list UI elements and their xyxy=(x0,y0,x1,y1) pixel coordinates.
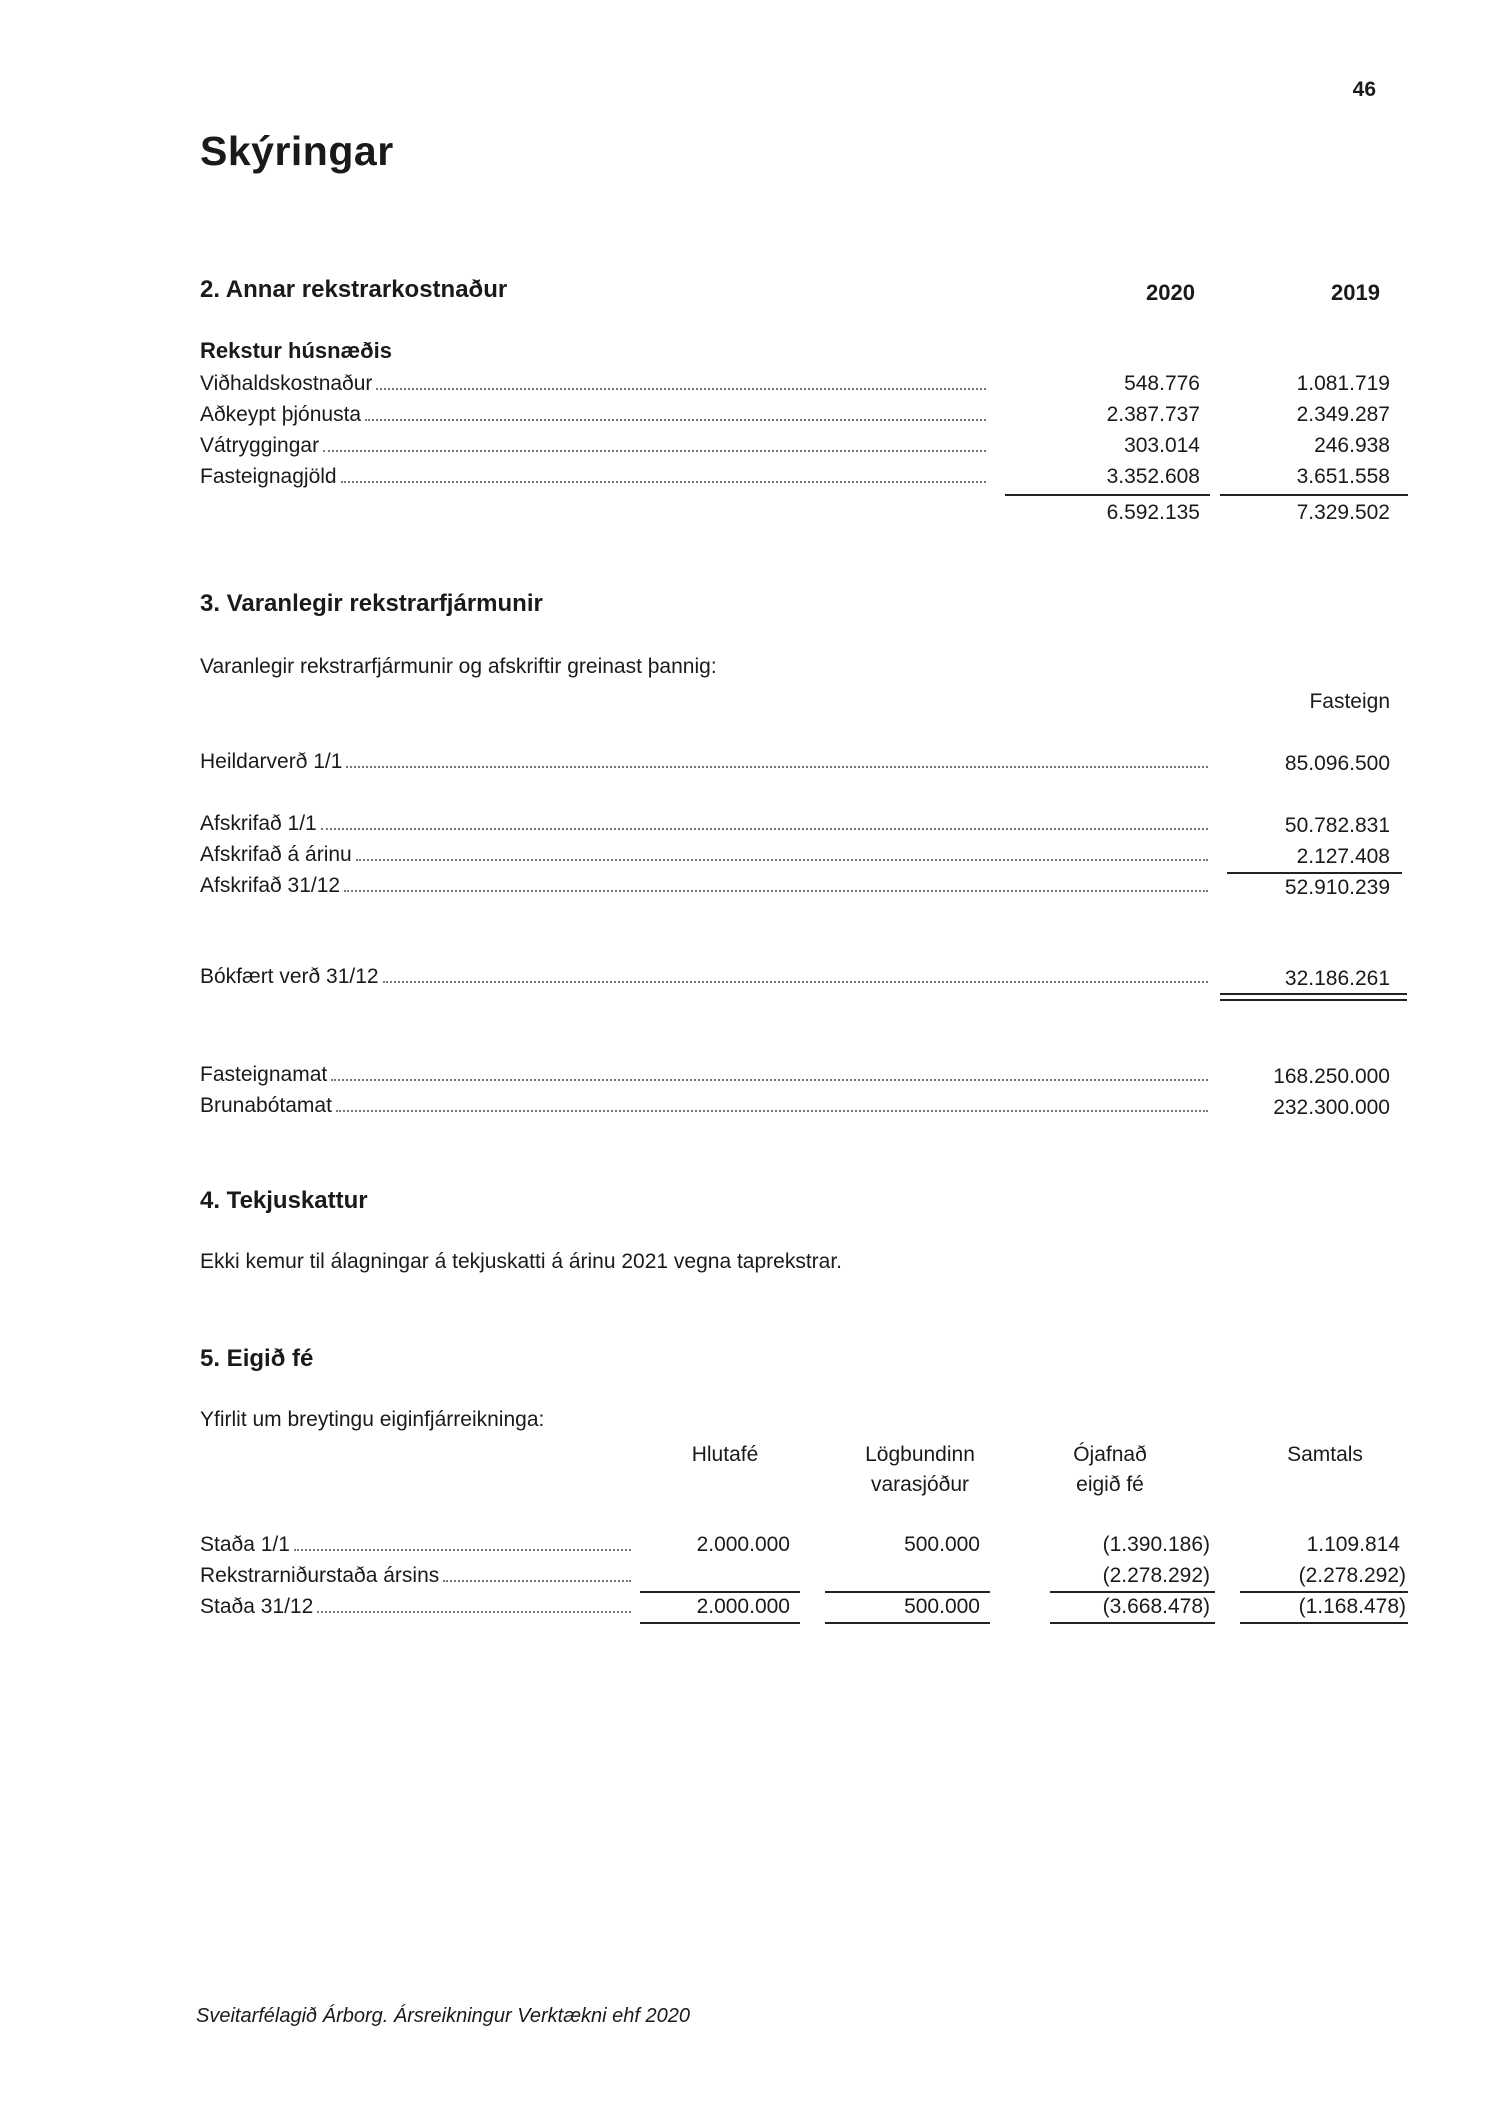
note4-text: Ekki kemur til álagningar á tekjuskatti á árinu 2021 vegna taprekstrar. xyxy=(200,1250,843,1273)
total-rule xyxy=(640,1622,800,1624)
hlutafe-value: 2.000.000 xyxy=(696,1595,790,1618)
row-label: Fasteignamat xyxy=(200,1063,328,1086)
total-2019: 7.329.502 xyxy=(1296,501,1390,524)
value-2019: 246.938 xyxy=(1314,434,1390,457)
bokfaert-value: 32.186.261 xyxy=(1284,967,1390,990)
afskrifad-value: 2.127.408 xyxy=(1296,845,1390,868)
column-header-logbundinn: Lögbundinn xyxy=(865,1443,975,1466)
value-2020: 303.014 xyxy=(1124,434,1200,457)
afskrifad-row xyxy=(200,843,1212,867)
column-header-samtals: Samtals xyxy=(1287,1443,1363,1466)
subtotal-rule xyxy=(640,1591,800,1593)
row-label: Staða 31/12 xyxy=(200,1595,314,1618)
year-2019-header: 2019 xyxy=(1331,280,1380,305)
total-rule xyxy=(825,1622,990,1624)
note2-row xyxy=(200,372,990,396)
fasteignamat-value: 168.250.000 xyxy=(1273,1065,1390,1088)
value-2020: 3.352.608 xyxy=(1106,465,1200,488)
afskrifad-value: 50.782.831 xyxy=(1284,814,1390,837)
column-header-hlutafe: Hlutafé xyxy=(691,1443,759,1466)
row-label: Afskrifað 1/1 xyxy=(200,812,317,835)
ojafnad-value: (1.390.186) xyxy=(1102,1533,1210,1556)
subtotal-rule xyxy=(825,1591,990,1593)
value-2019: 3.651.558 xyxy=(1296,465,1390,488)
varasjodur-value: 500.000 xyxy=(904,1595,980,1618)
note2-heading: 2. Annar rekstrarkostnaður xyxy=(200,276,508,303)
subtotal-rule xyxy=(1220,494,1408,496)
double-rule-top xyxy=(1220,993,1407,995)
total-rule xyxy=(1240,1622,1408,1624)
column-header-ojafnad-2: eigið fé xyxy=(1076,1473,1144,1496)
row-label: Bókfært verð 31/12 xyxy=(200,965,379,988)
fasteignamat-row xyxy=(200,1063,1212,1087)
ojafnad-value: (3.668.478) xyxy=(1102,1595,1210,1618)
row-label: Staða 1/1 xyxy=(200,1533,290,1556)
afskrifad-row xyxy=(200,812,1212,836)
row-label: Aðkeypt þjónusta xyxy=(200,403,362,426)
afskrifad-row xyxy=(200,874,1212,898)
row-label: Heildarverð 1/1 xyxy=(200,750,343,773)
total-2020: 6.592.135 xyxy=(1106,501,1200,524)
page-title: Skýringar xyxy=(200,128,394,174)
row-label: Vátryggingar xyxy=(200,434,320,457)
samtals-value: 1.109.814 xyxy=(1306,1533,1400,1556)
row-label: Brunabótamat xyxy=(200,1094,332,1117)
equity-row xyxy=(200,1595,635,1619)
equity-row xyxy=(200,1533,635,1557)
subtotal-rule xyxy=(1050,1591,1215,1593)
brunabotamat-value: 232.300.000 xyxy=(1273,1096,1390,1119)
total-rule xyxy=(1050,1622,1215,1624)
value-2019: 1.081.719 xyxy=(1296,372,1390,395)
value-2019: 2.349.287 xyxy=(1296,403,1390,426)
hlutafe-value: 2.000.000 xyxy=(696,1533,790,1556)
note4-heading: 4. Tekjuskattur xyxy=(200,1187,368,1214)
note3-heading: 3. Varanlegir rekstrarfjármunir xyxy=(200,590,543,617)
note2-subheading: Rekstur húsnæðis xyxy=(200,338,392,363)
row-label: Afskrifað á árinu xyxy=(200,843,352,866)
note5-intro: Yfirlit um breytingu eiginfjárreikninga: xyxy=(200,1408,545,1431)
page-number: 46 xyxy=(1352,78,1376,101)
fasteign-column-header: Fasteign xyxy=(1309,690,1390,713)
heildarverd-row xyxy=(200,750,1212,774)
subtotal-rule xyxy=(1227,872,1402,874)
column-header-ojafnad: Ójafnað xyxy=(1073,1443,1147,1466)
heildarverd-value: 85.096.500 xyxy=(1284,752,1390,775)
row-label: Rekstrarniðurstaða ársins xyxy=(200,1564,440,1587)
value-2020: 2.387.737 xyxy=(1106,403,1200,426)
subtotal-rule xyxy=(1240,1591,1408,1593)
row-label: Viðhaldskostnaður xyxy=(200,372,373,395)
note3-intro: Varanlegir rekstrarfjármunir og afskriftir greinast þannig: xyxy=(200,655,717,678)
page-footer: Sveitarfélagið Árborg. Ársreikningur Verktækni ehf 2020 xyxy=(196,2005,690,2027)
bokfaert-row xyxy=(200,965,1212,989)
afskrifad-value: 52.910.239 xyxy=(1284,876,1390,899)
double-rule-bottom xyxy=(1220,999,1407,1001)
equity-row xyxy=(200,1564,635,1588)
subtotal-rule xyxy=(1005,494,1210,496)
note2-row xyxy=(200,434,990,458)
note2-row xyxy=(200,465,990,489)
samtals-value: (1.168.478) xyxy=(1298,1595,1406,1618)
column-header-logbundinn-2: varasjóður xyxy=(870,1473,970,1496)
value-2020: 548.776 xyxy=(1124,372,1200,395)
note2-row xyxy=(200,403,990,427)
varasjodur-value: 500.000 xyxy=(904,1533,980,1556)
row-label: Afskrifað 31/12 xyxy=(200,874,341,897)
year-2020-header: 2020 xyxy=(1146,280,1195,305)
ojafnad-value: (2.278.292) xyxy=(1102,1564,1210,1587)
note5-heading: 5. Eigið fé xyxy=(200,1345,314,1372)
brunabotamat-row xyxy=(200,1094,1212,1118)
row-label: Fasteignagjöld xyxy=(200,465,337,488)
samtals-value: (2.278.292) xyxy=(1298,1564,1406,1587)
